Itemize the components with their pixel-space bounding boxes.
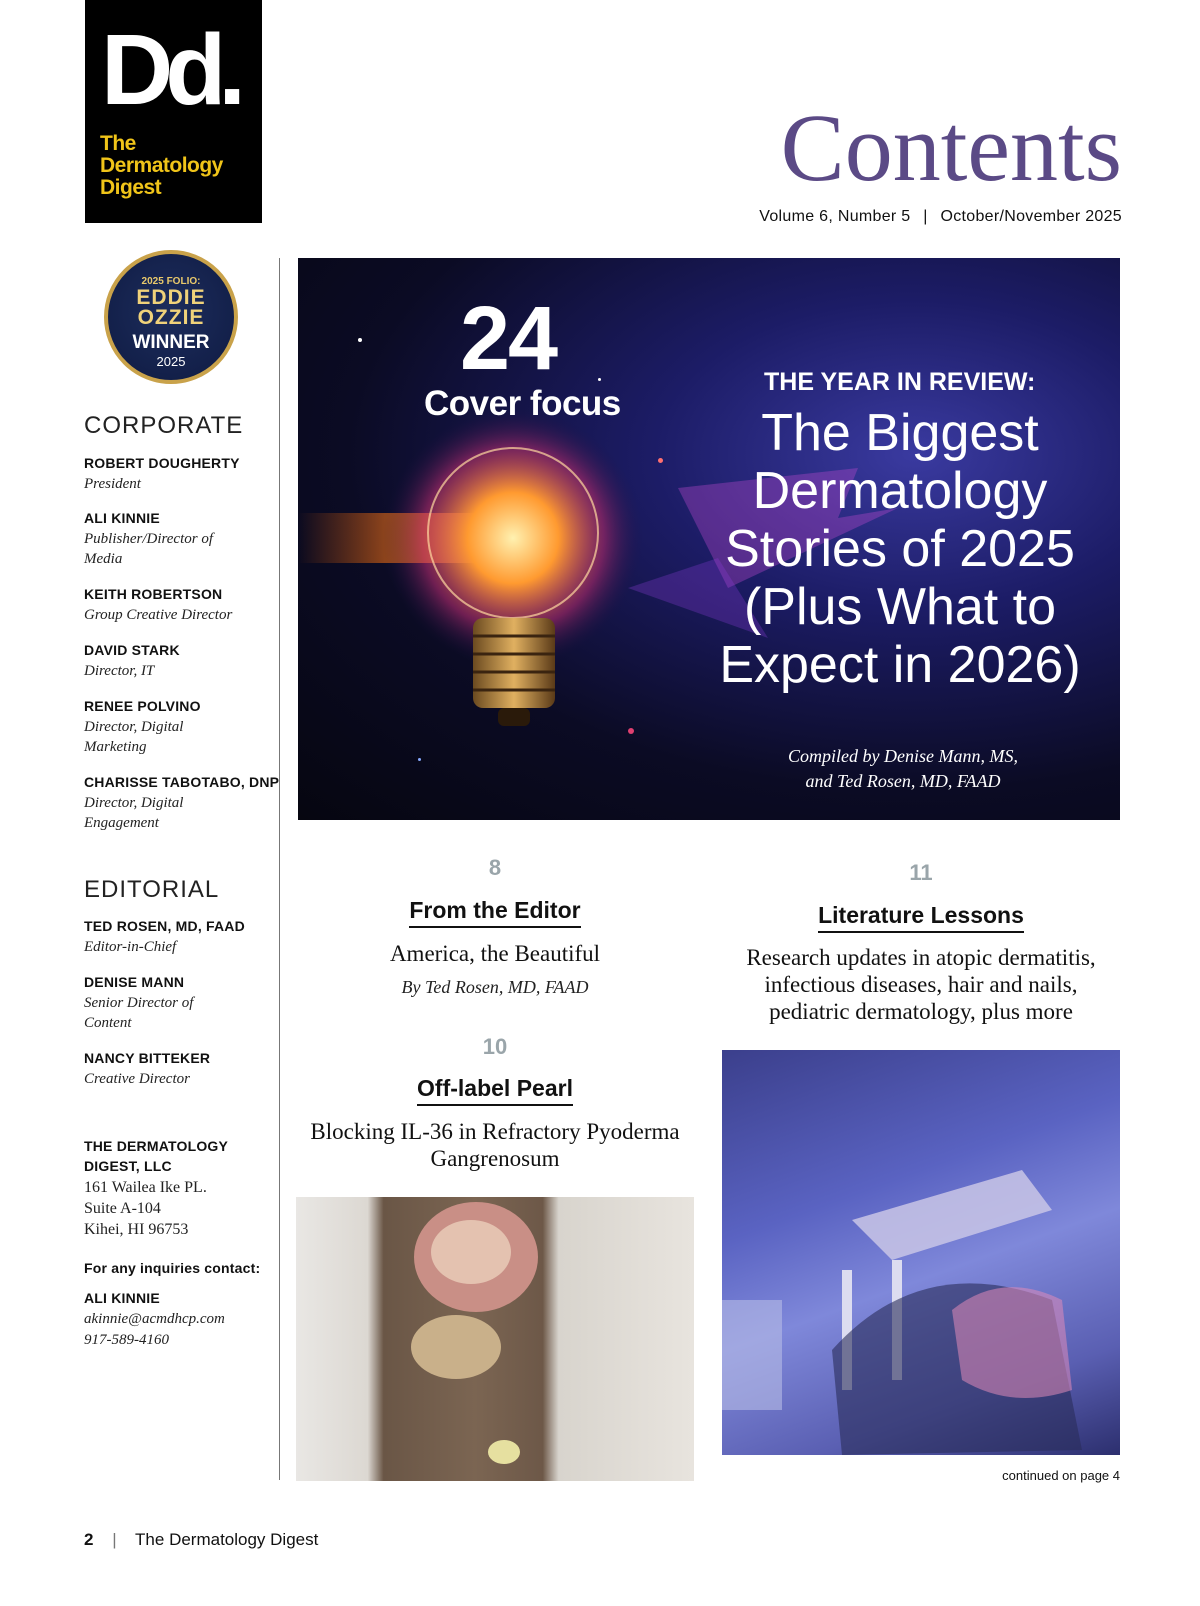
staff-role: Director, IT — [84, 663, 155, 679]
radiotherapy-photo — [722, 1050, 1120, 1455]
sparkle — [658, 458, 663, 463]
staff-role: Senior Director of Content — [84, 995, 194, 1031]
staff-role: Publisher/Director of Media — [84, 531, 214, 567]
award-winner-text: WINNER — [132, 332, 210, 353]
article-title[interactable]: Blocking IL-36 in Refractory Pyoderma Gangrenosum — [310, 1119, 680, 1171]
section-label: Literature Lessons — [818, 902, 1024, 933]
staff-name: KEITH ROBERTSON — [84, 586, 223, 602]
award-top-text: 2025 FOLIO: — [141, 276, 201, 287]
cover-credit-line: and Ted Rosen, MD, FAAD — [805, 771, 1001, 791]
footer-publication: The Dermatology Digest — [135, 1530, 319, 1549]
staff-role: Group Creative Director — [84, 607, 233, 623]
footer-separator: | — [112, 1530, 117, 1549]
award-name-line: EDDIE — [136, 286, 206, 309]
logo-word: The — [100, 132, 136, 155]
contact-phone: 917-589-4160 — [84, 1332, 169, 1348]
sparkle — [598, 378, 601, 381]
article-section[interactable] — [722, 902, 1120, 929]
staff-role: Editor-in-Chief — [84, 939, 177, 955]
issue-separator: | — [923, 208, 928, 225]
sparkle — [418, 758, 421, 761]
wound-illustration — [296, 1197, 694, 1481]
sparkle — [358, 338, 362, 342]
staff-name: ALI KINNIE — [84, 510, 160, 526]
award-badge — [104, 250, 238, 384]
company-name: THE DERMATOLOGY — [84, 1138, 229, 1154]
clinical-photo — [296, 1197, 694, 1481]
company-street: 161 Wailea Ike PL. — [84, 1179, 207, 1196]
award-name-line: OZZIE — [137, 306, 205, 329]
staff-role: Director, Digital Marketing — [84, 719, 184, 755]
section-label: From the Editor — [409, 897, 580, 928]
cover-title: The Biggest Dermatology Stories of 2025 (Plus What to Expect in 2026) — [719, 404, 1081, 694]
logo-mark: Dd. — [101, 14, 239, 126]
staff-name: CHARISSE TABOTABO, DNP — [84, 774, 280, 790]
company-city: Kihei, HI 96753 — [84, 1221, 189, 1238]
section-label: Off-label Pearl — [417, 1075, 573, 1106]
logo-word: Dermatology — [100, 154, 223, 177]
company-name: DIGEST, LLC — [84, 1158, 172, 1174]
issue-date: October/November 2025 — [940, 208, 1122, 225]
staff-name: DENISE MANN — [84, 974, 185, 990]
contact-email[interactable]: akinnie@acmdhcp.com — [84, 1311, 225, 1327]
staff-name: ROBERT DOUGHERTY — [84, 455, 240, 471]
continued-note: continued on page 4 — [1002, 1468, 1120, 1483]
award-name — [108, 288, 234, 328]
article-byline: By Ted Rosen, MD, FAAD — [401, 977, 589, 997]
logo-wordmark — [100, 133, 223, 199]
column-divider — [279, 258, 280, 1480]
staff-role: President — [84, 476, 141, 492]
article-section[interactable] — [296, 1075, 694, 1102]
page-footer — [84, 1530, 318, 1550]
editorial-heading: EDITORIAL — [84, 876, 220, 903]
cover-page-number: 24 — [460, 289, 557, 389]
staff-role: Creative Director — [84, 1071, 190, 1087]
cover-feature[interactable] — [298, 258, 1120, 820]
staff-name: TED ROSEN, MD, FAAD — [84, 918, 245, 934]
cover-kicker: THE YEAR IN REVIEW: — [764, 368, 1036, 396]
staff-name: NANCY BITTEKER — [84, 1050, 211, 1066]
contact-name: ALI KINNIE — [84, 1290, 160, 1306]
award-year-text: 2025 — [156, 354, 186, 369]
staff-role: Director, Digital Engagement — [84, 795, 184, 831]
cover-credit-line: Compiled by Denise Mann, MS, — [788, 746, 1018, 766]
cover-label: Cover focus — [424, 384, 621, 423]
corporate-heading: CORPORATE — [84, 412, 244, 439]
article-title[interactable]: Research updates in atopic dermatitis, infectious diseases, hair and nails, pediatric dermatology, plus more — [746, 945, 1096, 1024]
issue-info — [759, 208, 1122, 226]
article-title[interactable]: America, the Beautiful — [389, 941, 601, 966]
page-title: Contents — [780, 94, 1122, 201]
sparkle — [628, 728, 634, 734]
publication-logo — [85, 0, 262, 223]
article-section[interactable] — [296, 897, 694, 924]
mask-illustration — [722, 1050, 1120, 1455]
cover-credit — [728, 744, 1078, 794]
article-page-number: 8 — [488, 855, 502, 880]
issue-volume: Volume 6, Number 5 — [759, 208, 911, 225]
article-page-number: 11 — [909, 860, 933, 885]
inquiries-label: For any inquiries contact: — [84, 1260, 261, 1276]
logo-word: Digest — [100, 176, 162, 199]
staff-name: DAVID STARK — [84, 642, 180, 658]
footer-page-number: 2 — [84, 1530, 94, 1549]
staff-name: RENEE POLVINO — [84, 698, 201, 714]
article-page-number: 10 — [482, 1034, 508, 1059]
company-suite: Suite A-104 — [84, 1200, 161, 1217]
